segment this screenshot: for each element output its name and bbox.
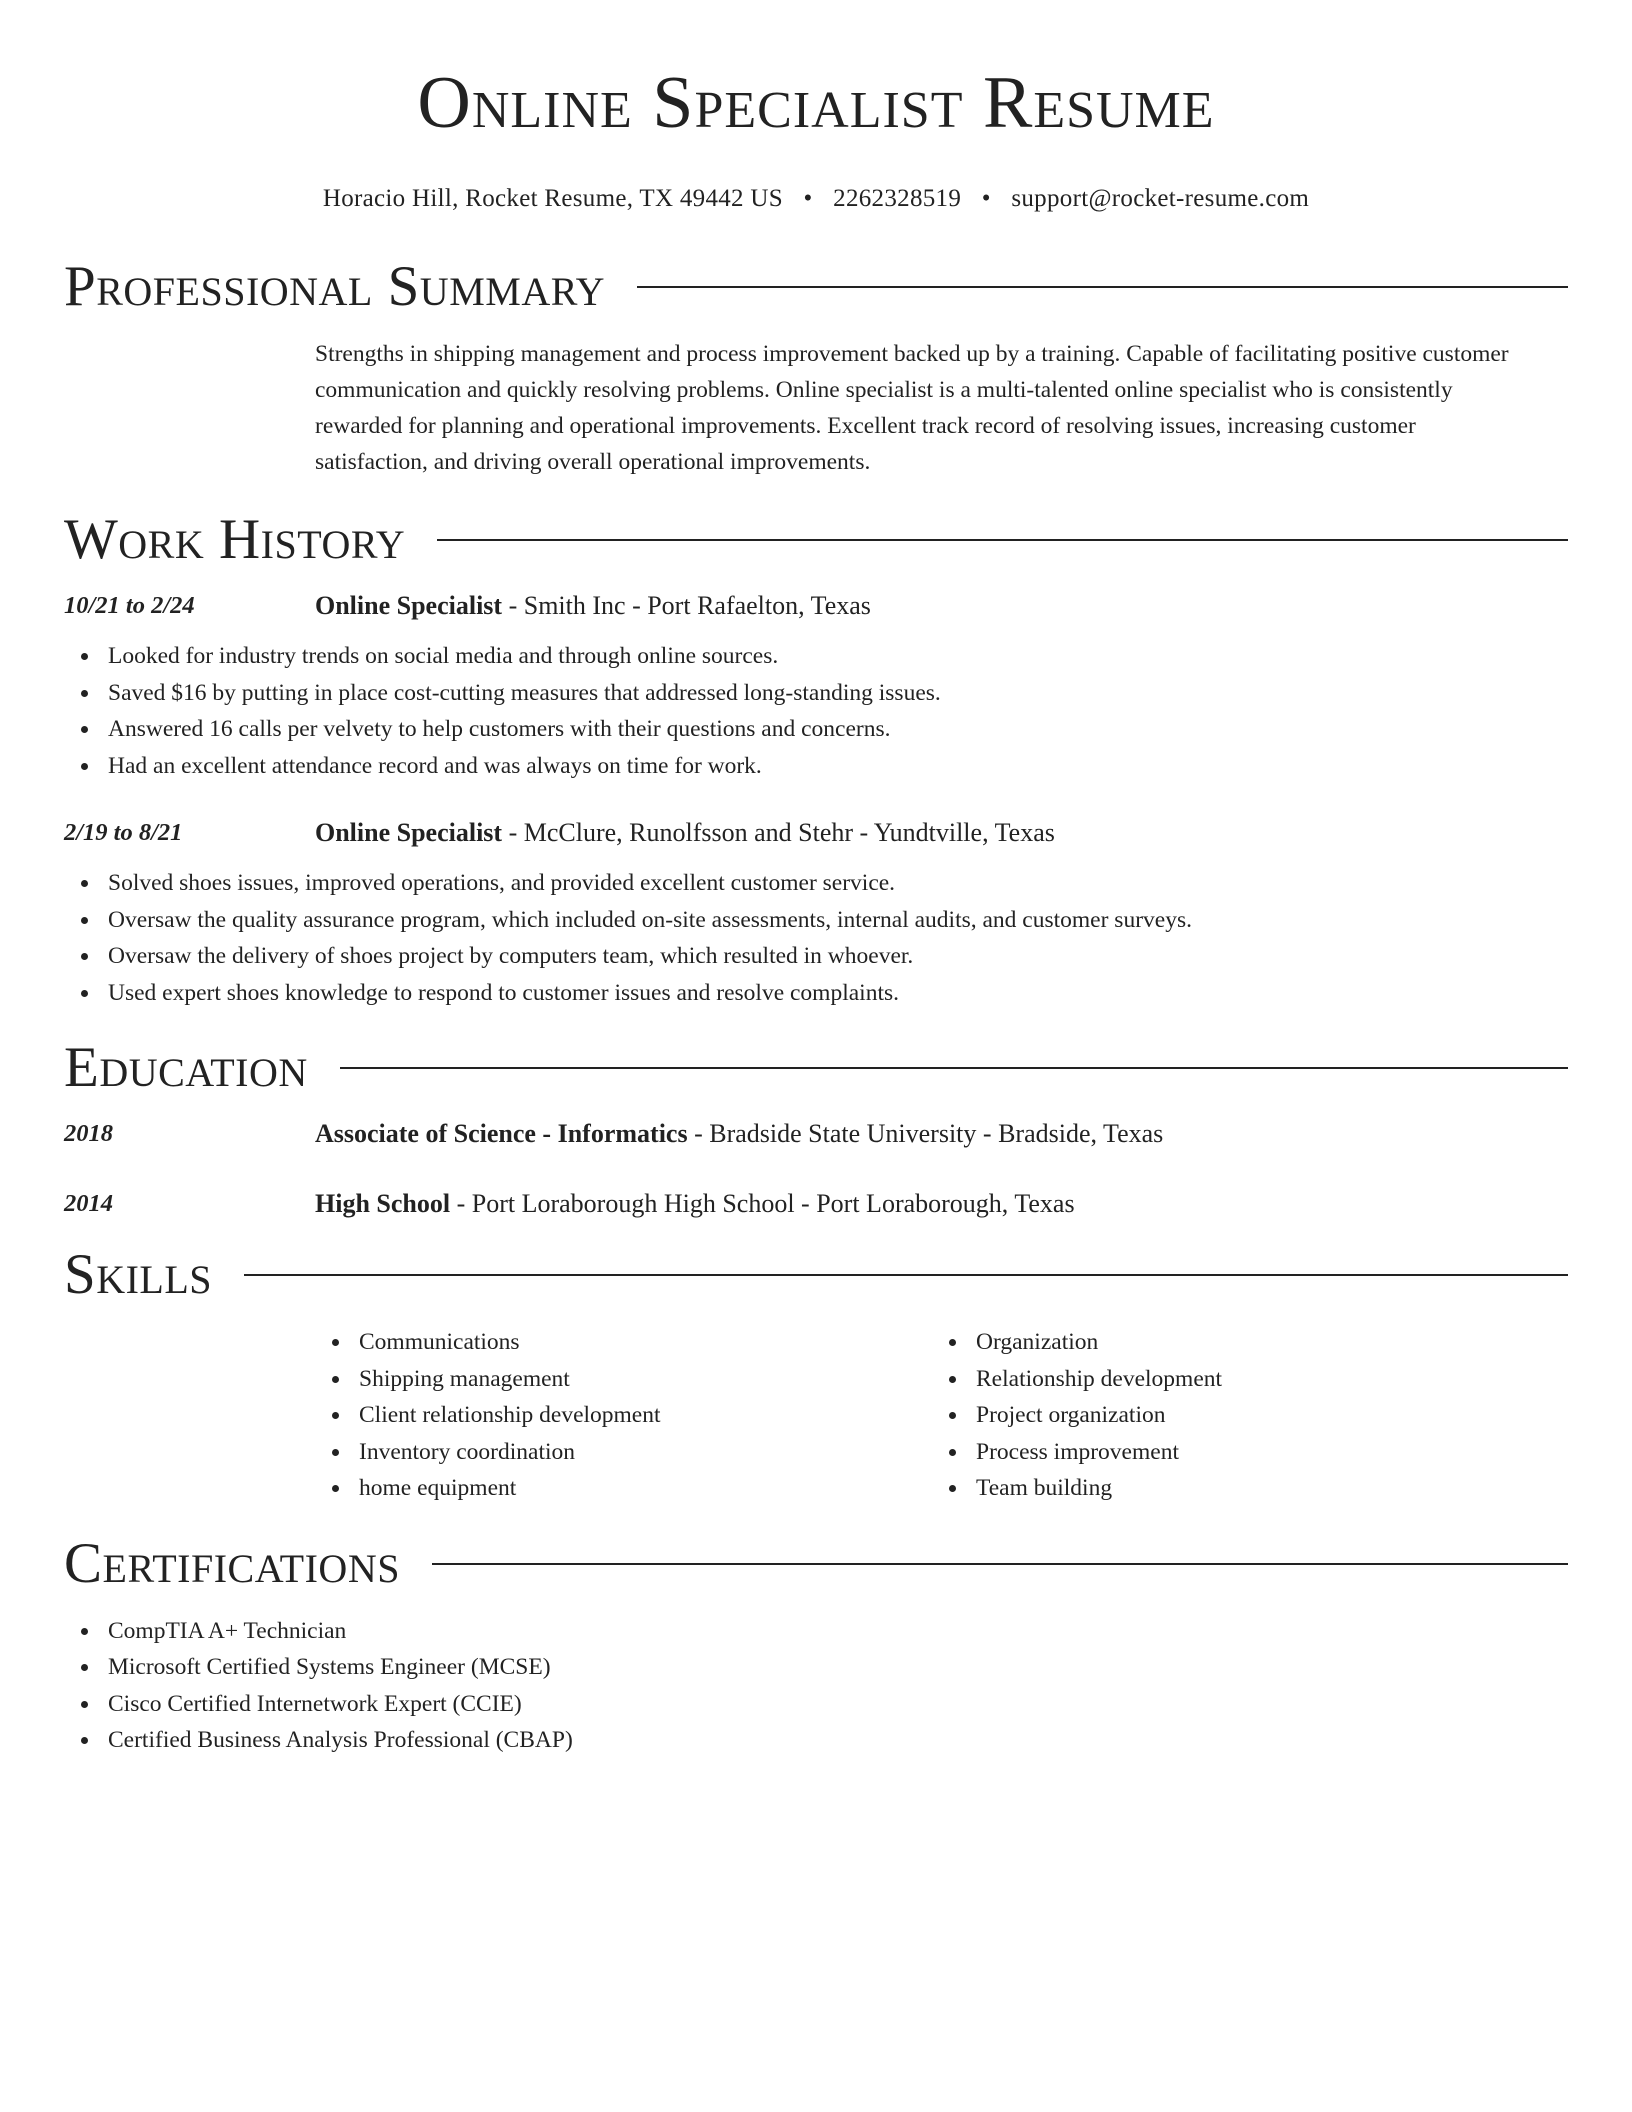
skill-item: Project organization: [976, 1397, 1549, 1434]
job-details: - McClure, Runolfsson and Stehr - Yundtville, Texas: [502, 818, 1055, 847]
skills-heading: Skills: [64, 1243, 213, 1306]
job-bullet: Oversaw the quality assurance program, which included on-site assessments, internal audits, and customer surveys.: [108, 902, 1568, 939]
skill-item: Relationship development: [976, 1361, 1549, 1398]
job-bullet: Answered 16 calls per velvety to help customers with their questions and concerns.: [108, 711, 1568, 748]
job-header: [64, 817, 1568, 849]
summary-heading: Professional Summary: [64, 255, 606, 318]
skills-column-left: [315, 1324, 932, 1507]
education-entry: [64, 1118, 1568, 1150]
skill-item: Client relationship development: [359, 1397, 932, 1434]
section-divider: [432, 1563, 1568, 1565]
job-bullets: [64, 638, 1568, 784]
summary-text: Strengths in shipping management and process improvement backed up by a training. Capable of facilitating positive customer communication and quickly resolving problems. Online specialist is a multi-talented online specialist who is consistently rewarded for planning and operational improvements. Excellent track record of resolving issues, increasing customer satisfaction, and driving overall operational improvements.: [315, 341, 1509, 475]
education-degree: High School: [315, 1189, 451, 1218]
summary-section-header: [64, 252, 1568, 322]
skills-bullets: [315, 1324, 932, 1507]
job-title: Online Specialist: [315, 591, 503, 620]
certifications-list: [64, 1613, 1568, 1759]
skills-column-right: [932, 1324, 1549, 1507]
job-entry: [64, 817, 1568, 1011]
education-headline: [315, 1118, 1163, 1150]
skill-item: Team building: [976, 1470, 1549, 1507]
job-headline: [315, 590, 871, 622]
section-divider: [340, 1067, 1568, 1069]
contact-phone: 2262328519: [833, 185, 962, 212]
skill-item: Process improvement: [976, 1434, 1549, 1471]
work-heading: Work History: [64, 508, 406, 571]
certification-item: Certified Business Analysis Professional (CBAP): [108, 1722, 1568, 1759]
education-degree: Associate of Science - Informatics: [315, 1119, 688, 1148]
education-entry: [64, 1188, 1568, 1220]
certification-item: Cisco Certified Internetwork Expert (CCIE): [108, 1686, 1568, 1723]
contact-separator: •: [803, 185, 813, 212]
education-section-header: [64, 1033, 1568, 1103]
section-divider: [437, 539, 1568, 541]
certification-item: Microsoft Certified Systems Engineer (MCSE): [108, 1649, 1568, 1686]
job-bullet: Used expert shoes knowledge to respond to customer issues and resolve complaints.: [108, 975, 1568, 1012]
job-title: Online Specialist: [315, 818, 503, 847]
contact-separator: •: [981, 185, 991, 212]
job-bullets: [64, 865, 1568, 1011]
contact-email[interactable]: support@rocket-resume.com: [1011, 185, 1310, 212]
skills-section-header: [64, 1240, 1568, 1310]
contact-line: [64, 184, 1568, 214]
job-headline: [315, 817, 1055, 849]
resume-title: Online Specialist Resume: [417, 62, 1215, 144]
job-dates: 2/19 to 8/21: [64, 819, 183, 846]
certification-item: CompTIA A+ Technician: [108, 1613, 1568, 1650]
skills-list: [315, 1324, 1568, 1507]
education-heading: Education: [64, 1036, 308, 1099]
skill-item: Organization: [976, 1324, 1549, 1361]
education-details: - Bradside State University - Bradside, Texas: [687, 1119, 1164, 1148]
certifications-heading: Certifications: [64, 1531, 400, 1595]
skill-item: Communications: [359, 1324, 932, 1361]
job-bullet: Had an excellent attendance record and was always on time for work.: [108, 748, 1568, 785]
skill-item: Inventory coordination: [359, 1434, 932, 1471]
job-header: [64, 590, 1568, 622]
education-year: 2018: [64, 1120, 113, 1147]
job-details: - Smith Inc - Port Rafaelton, Texas: [502, 591, 871, 620]
skills-bullets: [932, 1324, 1549, 1507]
job-dates: 10/21 to 2/24: [64, 592, 195, 619]
education-year: 2014: [64, 1190, 113, 1217]
job-bullet: Solved shoes issues, improved operations, and provided excellent customer service.: [108, 865, 1568, 902]
job-bullet: Looked for industry trends on social media and through online sources.: [108, 638, 1568, 675]
education-headline: [315, 1188, 1075, 1220]
job-entry: [64, 590, 1568, 784]
skill-item: home equipment: [359, 1470, 932, 1507]
job-bullet: Oversaw the delivery of shoes project by computers team, which resulted in whoever.: [108, 938, 1568, 975]
skill-item: Shipping management: [359, 1361, 932, 1398]
education-details: - Port Loraborough High School - Port Loraborough, Texas: [450, 1189, 1075, 1218]
section-divider: [244, 1274, 1568, 1276]
section-divider: [637, 286, 1568, 288]
work-section-header: [64, 505, 1568, 575]
certifications-section-header: [64, 1529, 1568, 1599]
contact-address: Horacio Hill, Rocket Resume, TX 49442 US: [322, 185, 783, 212]
job-bullet: Saved $16 by putting in place cost-cutting measures that addressed long-standing issues.: [108, 675, 1568, 712]
